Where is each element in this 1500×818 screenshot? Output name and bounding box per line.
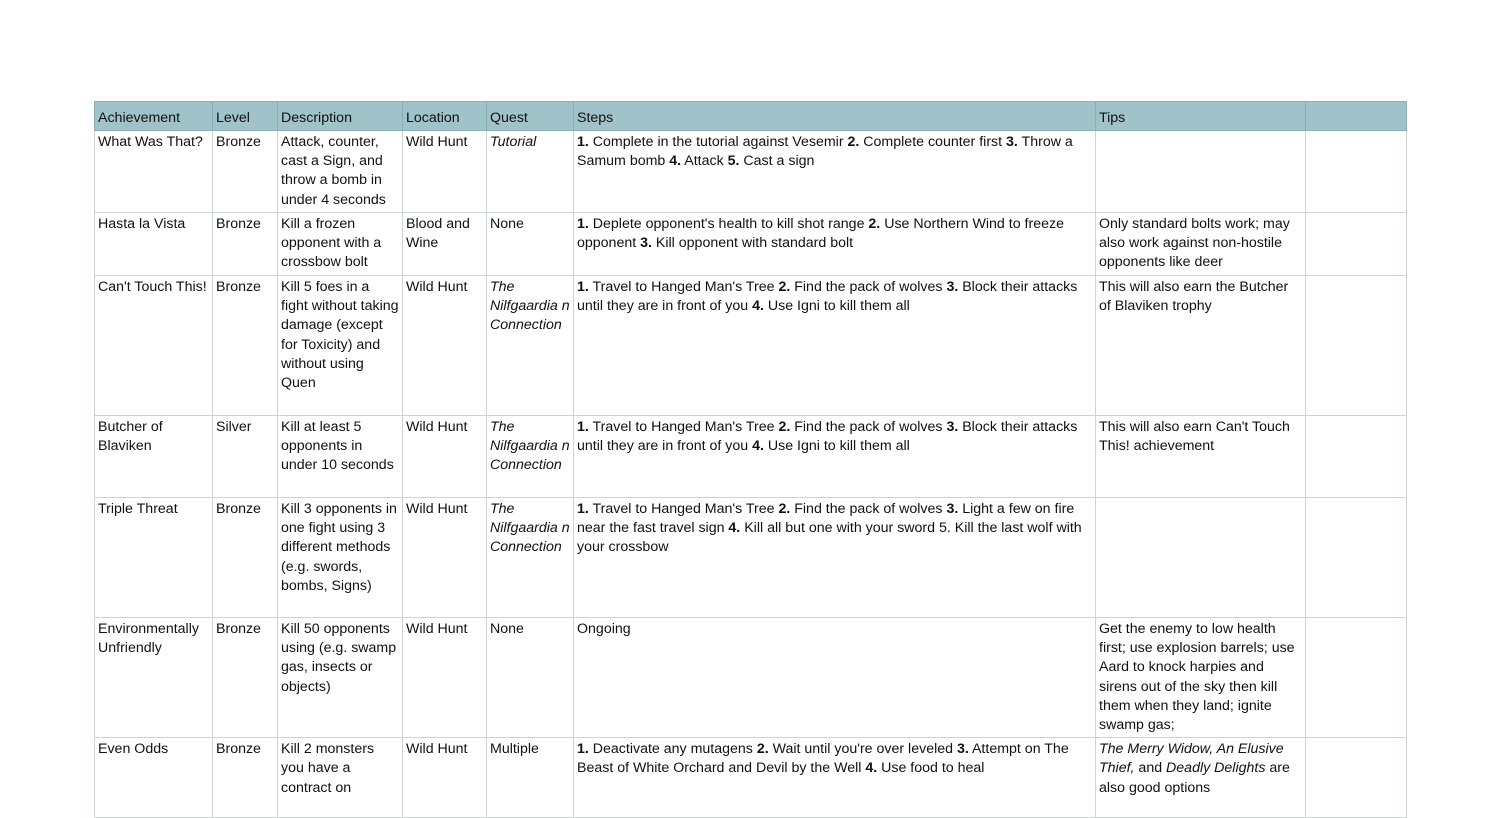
table-row [95, 213, 1407, 276]
header-extra[interactable] [1306, 102, 1407, 131]
cell-level[interactable]: Bronze [213, 131, 278, 213]
step-text: Complete in the tutorial against Vesemir [588, 134, 848, 150]
cell-achievement[interactable]: Environmentally Unfriendly [95, 618, 213, 738]
cell-tips[interactable] [1096, 738, 1306, 818]
step-text: Use Northern Wind to freeze opponent [577, 216, 1064, 252]
step-number: 3. [956, 741, 969, 758]
cell-steps[interactable] [574, 276, 1096, 416]
step-number: 1. [577, 216, 589, 232]
step-text: Deplete opponent's health to kill shot range [588, 216, 869, 232]
step-text: Wait until you're over leveled [768, 741, 957, 758]
cell-extra[interactable] [1306, 131, 1407, 213]
cell-steps[interactable] [574, 213, 1096, 276]
table-row [95, 738, 1407, 818]
cell-achievement[interactable]: Hasta la Vista [95, 213, 213, 276]
cell-quest[interactable]: None [487, 213, 574, 276]
step-number: 2. [778, 419, 791, 435]
header-row [95, 102, 1407, 131]
cell-tips[interactable]: This will also earn Can't Touch This! achievement [1096, 416, 1306, 498]
cell-achievement[interactable]: Butcher of Blaviken [95, 416, 213, 498]
cell-achievement[interactable]: Can't Touch This! [95, 276, 213, 416]
step-number: 5. [727, 153, 740, 170]
tip-text: and [1134, 760, 1167, 777]
step-text: Travel to Hanged Man's Tree [588, 501, 779, 517]
cell-extra[interactable] [1306, 738, 1407, 818]
cell-tips[interactable]: Get the enemy to low health first; use explosion barrels; use Aard to knock harpies and sirens out of the sky then kill them when they land; ignite swamp gas; [1096, 618, 1306, 738]
cell-steps[interactable] [574, 738, 1096, 818]
table-row [95, 498, 1407, 618]
cell-location[interactable]: Blood and Wine [403, 213, 487, 276]
cell-extra[interactable] [1306, 416, 1407, 498]
cell-steps[interactable] [574, 498, 1096, 618]
cell-quest[interactable]: The Nilfgaardia n Connection [487, 498, 574, 618]
header-steps[interactable]: Steps [574, 102, 1096, 131]
step-number: 2. [778, 279, 791, 295]
header-achievement[interactable]: Achievement [95, 102, 213, 131]
cell-description[interactable]: Attack, counter, cast a Sign, and throw a bomb in under 4 seconds [278, 131, 403, 213]
step-text: Kill opponent with standard bolt [651, 235, 854, 252]
step-number: 1. [577, 419, 589, 435]
tip-text: Deadly Delights [1166, 760, 1266, 777]
cell-level[interactable]: Bronze [213, 213, 278, 276]
step-text: Find the pack of wolves [790, 279, 947, 295]
header-level[interactable]: Level [213, 102, 278, 131]
step-text: Complete counter first [859, 134, 1007, 150]
cell-location[interactable]: Wild Hunt [403, 738, 487, 818]
cell-achievement[interactable]: What Was That? [95, 131, 213, 213]
step-text: Block their attacks until they are in front of you [577, 419, 1078, 455]
header-quest[interactable]: Quest [487, 102, 574, 131]
cell-level[interactable]: Bronze [213, 276, 278, 416]
cell-steps[interactable] [574, 618, 1096, 738]
cell-extra[interactable] [1306, 618, 1407, 738]
step-text: Attack [681, 153, 728, 170]
header-tips[interactable]: Tips [1096, 102, 1306, 131]
step-text: Throw a Samum bomb [577, 134, 1073, 170]
cell-steps[interactable] [574, 131, 1096, 213]
step-text: Use Igni to kill them all [763, 438, 910, 455]
step-number: 3. [1006, 134, 1018, 150]
spreadsheet [94, 101, 1406, 818]
step-number: 4. [752, 298, 764, 315]
step-number: 2. [868, 216, 881, 232]
header-location[interactable]: Location [403, 102, 487, 131]
step-number: 3. [946, 419, 959, 435]
step-number: 3. [946, 279, 959, 295]
cell-extra[interactable] [1306, 498, 1407, 618]
cell-quest[interactable]: Multiple [487, 738, 574, 818]
step-number: 1. [577, 741, 589, 758]
table-body [95, 131, 1407, 818]
step-number: 1. [577, 134, 589, 150]
step-text: Deactivate any mutagens [588, 741, 757, 758]
table-row [95, 131, 1407, 213]
tip-text: The Merry Widow, An Elusive Thief, [1099, 741, 1284, 777]
cell-description[interactable]: Kill 5 foes in a fight without taking damage (except for Toxicity) and without using Quen [278, 276, 403, 416]
cell-location[interactable]: Wild Hunt [403, 131, 487, 213]
cell-level[interactable]: Silver [213, 416, 278, 498]
step-number: 1. [577, 279, 589, 295]
step-number: 4. [669, 153, 682, 170]
step-text: Cast a sign [739, 153, 815, 170]
cell-level[interactable]: Bronze [213, 738, 278, 818]
cell-description[interactable]: Kill 2 monsters you have a contract on [278, 738, 403, 818]
step-text: Use Igni to kill them all [763, 298, 910, 315]
cell-quest[interactable]: Tutorial [487, 131, 574, 213]
step-text: Ongoing [577, 621, 631, 637]
step-number: 2. [756, 741, 769, 758]
cell-achievement[interactable]: Even Odds [95, 738, 213, 818]
table-row [95, 618, 1407, 738]
step-text: Block their attacks until they are in front of you [577, 279, 1078, 315]
step-text: Travel to Hanged Man's Tree [588, 419, 779, 435]
cell-location[interactable]: Wild Hunt [403, 276, 487, 416]
cell-description[interactable]: Kill a frozen opponent with a crossbow bolt [278, 213, 403, 276]
cell-tips[interactable] [1096, 498, 1306, 618]
step-text: Use food to heal [877, 760, 985, 777]
cell-achievement[interactable]: Triple Threat [95, 498, 213, 618]
cell-tips[interactable] [1096, 131, 1306, 213]
table-row [95, 276, 1407, 416]
cell-extra[interactable] [1306, 213, 1407, 276]
cell-location[interactable]: Wild Hunt [403, 498, 487, 618]
cell-tips[interactable]: Only standard bolts work; may also work against non-hostile opponents like deer [1096, 213, 1306, 276]
step-text: Attempt on The Beast of White Orchard and Devil by the Well [577, 741, 1069, 777]
step-number: 4. [752, 438, 764, 455]
step-text: Travel to Hanged Man's Tree [588, 279, 779, 295]
cell-level[interactable]: Bronze [213, 498, 278, 618]
cell-tips[interactable]: This will also earn the Butcher of Blaviken trophy [1096, 276, 1306, 416]
step-text: Kill all but one with your sword 5. Kill the last wolf with your crossbow [577, 520, 1082, 556]
step-number: 3. [640, 235, 652, 252]
cell-location[interactable]: Wild Hunt [403, 416, 487, 498]
step-number: 3. [946, 501, 959, 517]
step-number: 4. [865, 760, 878, 777]
cell-quest[interactable]: The Nilfgaardia n Connection [487, 416, 574, 498]
cell-extra[interactable] [1306, 276, 1407, 416]
step-text: Light a few on fire near the fast travel sign [577, 501, 1075, 537]
cell-quest[interactable]: The Nilfgaardia n Connection [487, 276, 574, 416]
step-text: Find the pack of wolves [790, 419, 947, 435]
cell-steps[interactable] [574, 416, 1096, 498]
step-number: 1. [577, 501, 589, 517]
step-text: Find the pack of wolves [790, 501, 947, 517]
header-description[interactable]: Description [278, 102, 403, 131]
cell-location[interactable]: Wild Hunt [403, 618, 487, 738]
step-number: 2. [847, 134, 860, 150]
cell-description[interactable]: Kill 50 opponents using (e.g. swamp gas, insects or objects) [278, 618, 403, 738]
cell-description[interactable]: Kill at least 5 opponents in under 10 seconds [278, 416, 403, 498]
cell-quest[interactable]: None [487, 618, 574, 738]
tip-text: are also good options [1099, 760, 1290, 796]
cell-level[interactable]: Bronze [213, 618, 278, 738]
step-number: 2. [778, 501, 791, 517]
table-row [95, 416, 1407, 498]
cell-description[interactable]: Kill 3 opponents in one fight using 3 different methods (e.g. swords, bombs, Signs) [278, 498, 403, 618]
achievements-table [94, 101, 1407, 818]
step-number: 4. [728, 520, 741, 537]
